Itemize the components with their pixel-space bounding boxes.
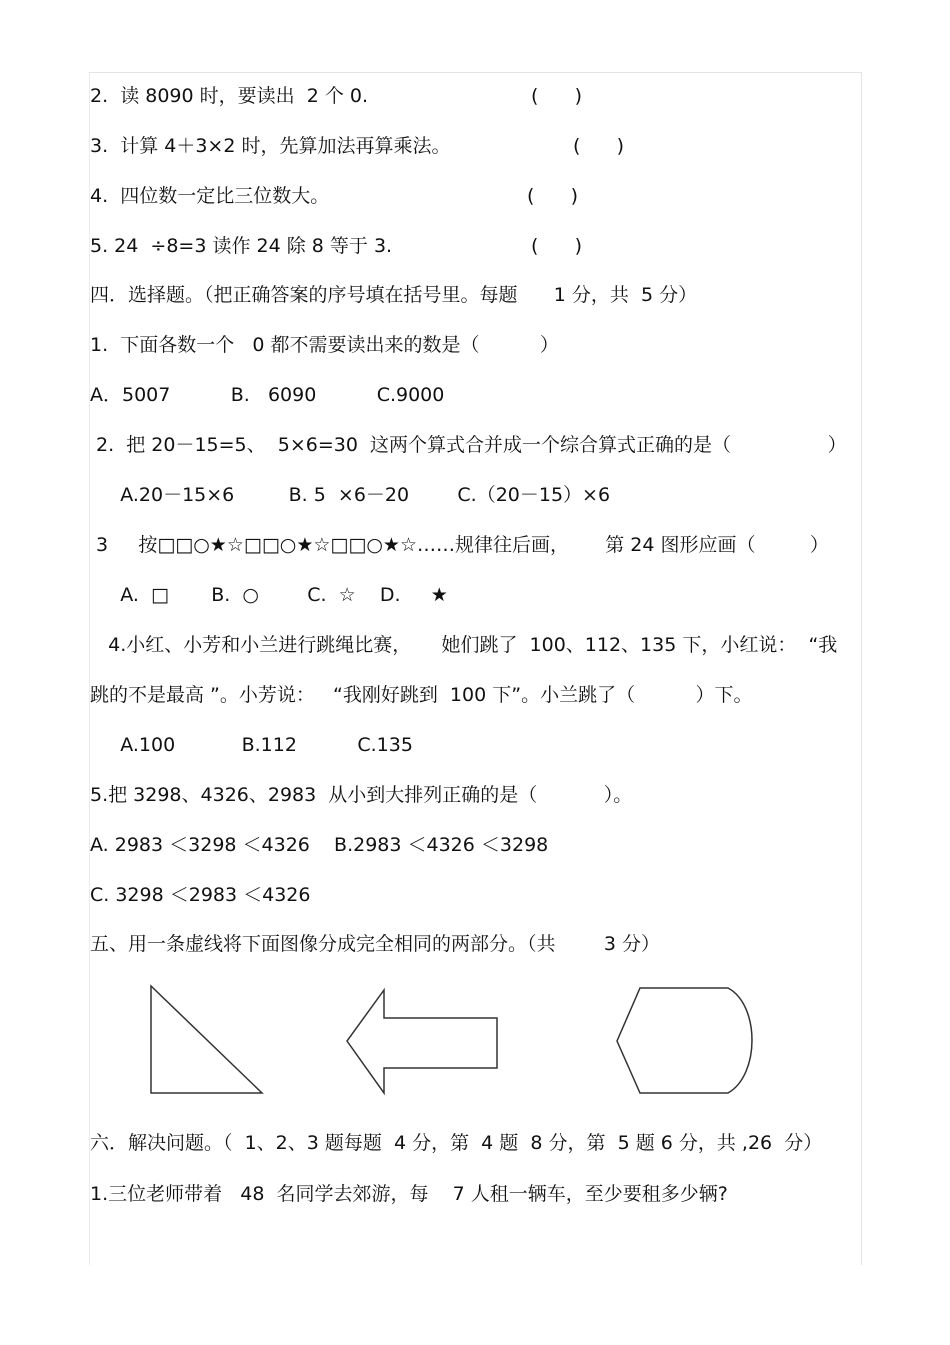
section5-heading: 五、用一条虚线将下面图像分成完全相同的两部分。（共 3 分） bbox=[90, 933, 660, 955]
triangle-figure bbox=[151, 986, 262, 1093]
choice-q4-options[interactable]: A.100 B.112 C.135 bbox=[90, 734, 413, 756]
judge-q3-blank[interactable]: ( ) bbox=[573, 135, 625, 157]
judge-q4: 4. 四位数一定比三位数大。 bbox=[90, 185, 330, 207]
problem-q1: 1.三位老师带着 48 名同学去郊游，每 7 人租一辆车，至少要租多少辆? bbox=[90, 1183, 728, 1205]
choice-q2: 2. 把 20－15=5、 5×6=30 这两个算式合并成一个综合算式正确的是（ ） bbox=[90, 434, 847, 456]
choice-q5-option-c[interactable]: C. 3298 ＜2983 ＜4326 bbox=[90, 884, 311, 906]
choice-q5: 5.把 3298、4326、2983 从小到大排列正确的是（ ）。 bbox=[90, 784, 633, 806]
choice-q1-options[interactable]: A．5007 B. 6090 C.9000 bbox=[90, 384, 445, 406]
choice-q5-options-ab[interactable]: A. 2983 ＜3298 ＜4326 B.2983 ＜4326 ＜3298 bbox=[90, 834, 549, 856]
judge-q2: 2. 读 8090 时，要读出 2 个 0. bbox=[90, 85, 369, 107]
judge-q5: 5. 24 ÷8=3 读作 24 除 8 等于 3. bbox=[90, 235, 393, 257]
judge-q3: 3. 计算 4＋3×2 时，先算加法再算乘法。 bbox=[90, 135, 451, 157]
judge-q5-blank[interactable]: ( ) bbox=[531, 235, 583, 257]
choice-q2-options[interactable]: A.20－15×6 B. 5 ×6－20 C.（20－15）×6 bbox=[90, 484, 611, 506]
rounded-hexagon-figure bbox=[617, 988, 752, 1093]
choice-q4-line1: 4.小红、小芳和小兰进行跳绳比赛， 她们跳了 100、112、135 下，小红说： “我 bbox=[90, 634, 838, 656]
section4-heading: 四．选择题。（把正确答案的序号填在括号里。每题 1 分，共 5 分） bbox=[90, 284, 698, 306]
choice-q1: 1. 下面各数一个 0 都不需要读出来的数是（ ） bbox=[90, 334, 559, 356]
judge-q4-blank[interactable]: ( ) bbox=[527, 185, 579, 207]
section6-heading: 六．解决问题。（ 1、2、3 题每题 4 分，第 4 题 8 分，第 5 题 6 分，共 ,26 分） bbox=[90, 1132, 823, 1154]
choice-q3: 3 按□□○★☆□□○★☆□□○★☆……规律往后画， 第 24 图形应画（ ） bbox=[90, 534, 829, 556]
choice-q3-options[interactable]: A. □ B. ○ C. ☆ D. ★ bbox=[90, 584, 448, 606]
arrow-figure bbox=[347, 990, 497, 1093]
judge-q2-blank[interactable]: ( ) bbox=[531, 85, 583, 107]
choice-q4-line2: 跳的不是最高 ”。小芳说： “我刚好跳到 100 下”。小兰跳了（ ）下。 bbox=[90, 684, 753, 706]
